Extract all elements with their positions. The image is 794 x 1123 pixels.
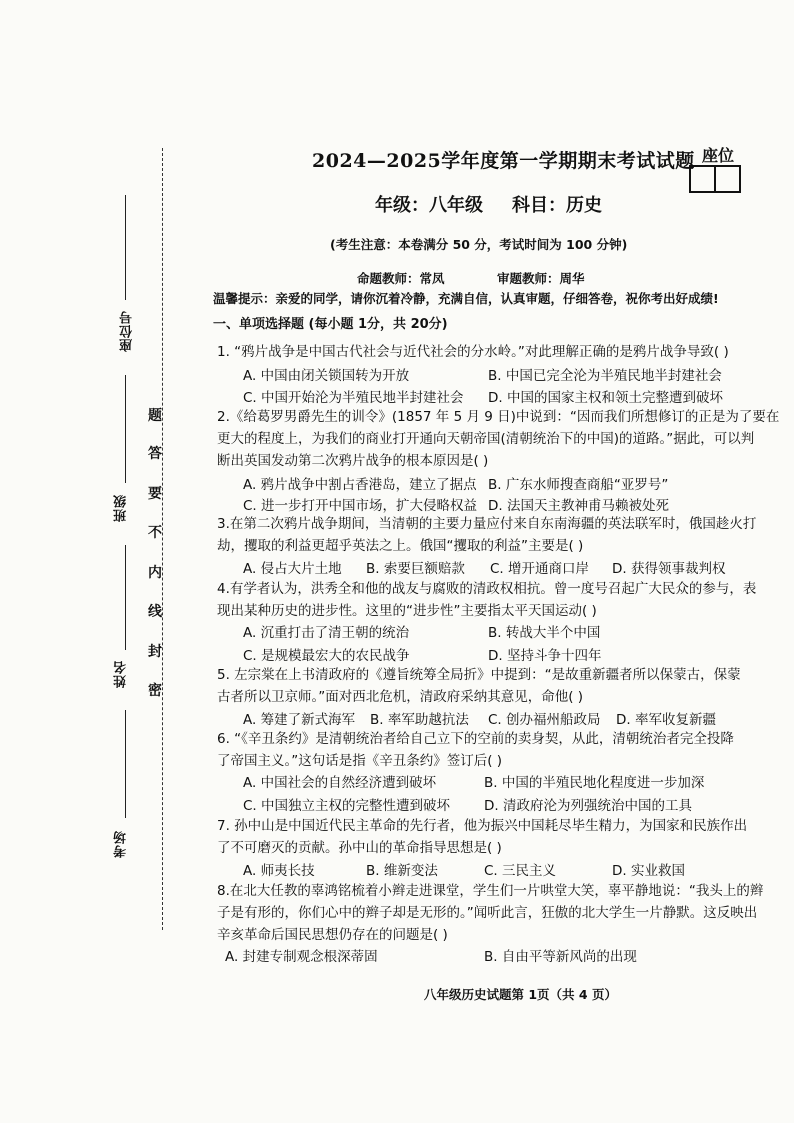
reviewer-teacher: 审题教师：周华 [497,271,585,286]
class-label: 班级 [114,494,129,522]
setter-teacher: 命题教师：常凤 [357,271,445,286]
warm-tip: 温馨提示：亲爱的同学，请你沉着冷静，充满自信，认真审题，仔细答卷，祝你考出好成绩! [213,291,719,306]
option-b: B. 维新变法 [366,863,438,879]
exam-room-blank [125,710,126,818]
option-b: B. 中国的半殖民地化程度进一步加深 [484,775,705,791]
option-b: B. 索要巨额赔款 [366,561,465,577]
seat-number-blank [125,195,126,300]
question-text: 古者所以卫京师。”面对西北危机，清政府采纳其意见，命他( ) [217,689,584,705]
option-b: B. 率军助越抗法 [370,712,469,728]
option-d: D. 法国天主教神甫马赖被处死 [488,498,669,514]
seal-char: 内 [148,565,162,581]
seal-char: 题 [148,408,162,424]
option-a: A. 师夷长技 [243,863,315,879]
seal-char: 封 [148,644,162,660]
question-text: 5. 左宗棠在上书清政府的《遵旨统筹全局折》中提到：“是故重新疆者所以保蒙古，保蒙 [217,667,741,683]
option-a: A. 封建专制观念根深蒂固 [225,949,378,965]
option-d: D. 坚持斗争十四年 [488,648,602,664]
question-text: 4.有学者认为，洪秀全和他的战友与腐败的清政权相抗。曾一度号召起广大民众的参与，表 [217,581,757,597]
question-text: 现出某种历史的进步性。这里的“进步性”主要指太平天国运动( ) [217,603,597,619]
question-text: 更大的程度上，为我们的商业打开通向天朝帝国(清朝统治下的中国)的道路。”据此，可以判 [217,431,755,447]
exam-room-label: 考场 [114,830,129,858]
option-b: B. 广东水师搜查商船“亚罗号” [488,477,669,493]
option-c: C. 中国独立主权的完整性遭到破坏 [243,798,451,814]
option-c: C. 中国开始沦为半殖民地半封建社会 [243,390,464,406]
question-2 [217,406,780,472]
class-blank [125,375,126,483]
seal-char: 答 [148,446,162,462]
seal-char: 密 [148,683,162,699]
option-b: B. 转战大半个中国 [488,625,601,641]
option-c: C. 是规模最宏大的农民战争 [243,648,410,664]
option-d: D. 获得领事裁判权 [612,561,726,577]
question-6 [217,728,737,772]
option-c: C. 进一步打开中国市场，扩大侵略权益 [243,498,478,514]
seal-char: 要 [148,486,162,502]
seat-boxes [689,165,741,193]
seal-char: 线 [148,604,162,620]
question-text: 2.《给葛罗男爵先生的训令》(1857 年 5 月 9 日)中说到：“因而我们所想修订的正是为了要在 [217,409,780,425]
seat-number-label: 座位号 [120,310,135,352]
option-a: A. 中国社会的自然经济遭到破坏 [243,775,437,791]
subject-label: 科目：历史 [512,195,602,216]
question-text: 断出英国发动第二次鸦片战争的根本原因是( ) [217,453,489,469]
option-d: D. 率军收复新疆 [616,712,716,728]
question-3 [217,513,757,557]
name-label: 姓名 [114,660,129,688]
name-blank [125,545,126,650]
option-a: A. 沉重打击了清王朝的统治 [243,625,410,641]
option-c: C. 创办福州船政局 [488,712,601,728]
option-b: B. 中国已完全沦为半殖民地半封建社会 [488,368,722,384]
option-b: B. 自由平等新风尚的出现 [484,949,637,965]
question-5 [217,664,741,708]
option-d: D. 清政府沦为列强统治中国的工具 [484,798,692,814]
question-text: 子是有形的，你们心中的辫子却是无形的。”闻听此言，狂傲的北大学生一片静默。这反映出 [217,905,758,921]
seal-char: 不 [148,525,162,541]
section-heading: 一、单项选择题 (每小题 1分，共 20分) [213,317,448,332]
question-text: 了不可磨灭的贡献。孙中山的革命指导思想是( ) [217,840,502,856]
question-1 [217,341,737,363]
option-a: A. 筹建了新式海军 [243,712,356,728]
question-text: 1. “鸦片战争是中国古代社会与近代社会的分水岭。”对此理解正确的是鸦片战争导致( ) [217,344,729,360]
option-d: D. 中国的国家主权和领土完整遭到破坏 [488,390,723,406]
seal-line [162,148,163,930]
question-8 [217,880,764,946]
option-a: A. 鸦片战争中割占香港岛，建立了据点 [243,477,477,493]
grade-label: 年级：八年级 [375,195,483,216]
option-a: A. 中国由闭关锁国转为开放 [243,368,410,384]
question-text: 3.在第二次鸦片战争期间，当清朝的主要力量应付来自东南海疆的英法联军时，俄国趁火打 [217,516,757,532]
option-c: C. 三民主义 [484,863,557,879]
page-footer: 八年级历史试题第 1页（共 4 页） [424,987,617,1002]
question-text: 辛亥革命后国民思想仍存在的问题是( ) [217,927,448,943]
question-text: 7. 孙中山是中国近代民主革命的先行者，他为振兴中国耗尽毕生精力，为国家和民族作出 [217,818,748,834]
question-7 [217,815,748,859]
option-d: D. 实业救国 [612,863,685,879]
question-text: 劫，攫取的利益更超乎英法之上。俄国“攫取的利益”主要是( ) [217,538,584,554]
question-4 [217,578,757,622]
question-text: 8.在北大任教的辜鸿铭梳着小辫走进课堂，学生们一片哄堂大笑，辜平静地说：“我头上的辫 [217,883,764,899]
exam-title: 2024—2025学年度第一学期期末考试试题 [312,150,695,172]
question-text: 6. “《辛丑条约》是清朝统治者给自己立下的空前的卖身契，从此，清朝统治者完全投降 [217,731,734,747]
option-c: C. 增开通商口岸 [490,561,590,577]
seat-label: 座位 [702,146,735,165]
exam-notice: (考生注意：本卷满分 50 分，考试时间为 100 分钟) [330,237,628,252]
option-a: A. 侵占大片土地 [243,561,342,577]
question-text: 了帝国主义。”这句话是指《辛丑条约》签订后( ) [217,753,503,769]
